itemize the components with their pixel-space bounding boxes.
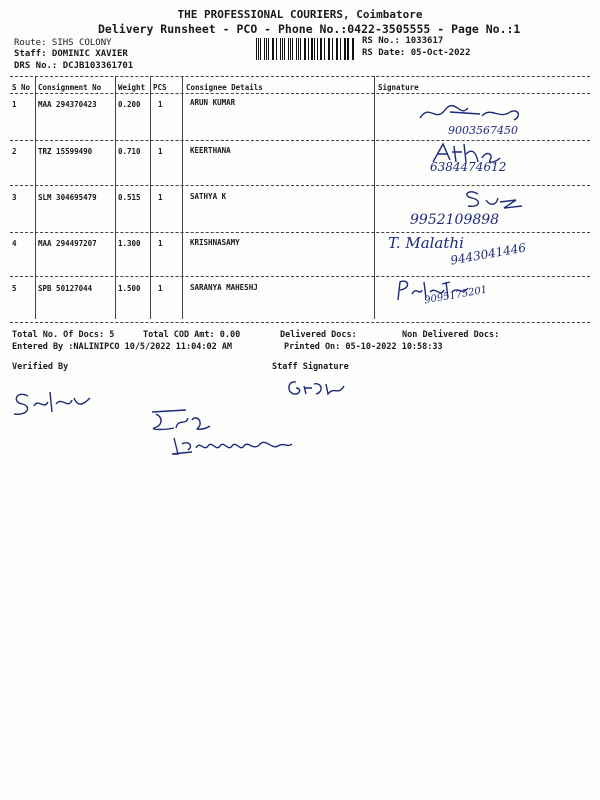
barcode-bar xyxy=(336,38,337,60)
row-pcs: 1 xyxy=(158,193,163,202)
col-header-consignment: Consignment No xyxy=(38,83,102,92)
row-consignee: KEERTHANA xyxy=(190,146,231,155)
row-pcs: 1 xyxy=(158,239,163,248)
row-weight: 1.300 xyxy=(118,239,141,248)
row-sno: 5 xyxy=(12,284,17,293)
staff-signature-label: Staff Signature xyxy=(272,362,349,372)
route-label: Route: SIHS COLONY xyxy=(14,38,112,48)
col-divider xyxy=(35,76,36,319)
row-pcs: 1 xyxy=(158,100,163,109)
row-consignee: SATHYA K xyxy=(190,192,227,201)
barcode-bar xyxy=(353,38,354,60)
barcode-bar xyxy=(280,38,281,60)
row-pcs: 1 xyxy=(158,147,163,156)
row-weight: 0.200 xyxy=(118,100,141,109)
rs-date: RS Date: 05-Oct-2022 xyxy=(362,48,471,58)
table-top-rule xyxy=(10,76,590,77)
barcode-bar xyxy=(321,38,322,60)
handwritten-phone: 6384474612 xyxy=(430,160,507,174)
row-consignment: MAA 294497207 xyxy=(38,239,97,248)
handwritten-phone: 9003567450 xyxy=(448,124,518,137)
drs-number: DRS No.: DCJB103361701 xyxy=(14,61,134,71)
barcode-bar xyxy=(311,38,312,60)
barcode-bar xyxy=(329,38,330,60)
delivered-docs: Delivered Docs: xyxy=(280,330,357,340)
staff-signature-scribble xyxy=(284,376,354,398)
printed-on: Printed On: 05-10-2022 10:58:33 xyxy=(284,342,443,352)
company-title: THE PROFESSIONAL COURIERS, Coimbatore xyxy=(177,8,423,21)
verified-by-label: Verified By xyxy=(12,362,69,372)
row-consignee: KRISHNASAMY xyxy=(190,238,240,247)
row-sno: 1 xyxy=(12,100,17,109)
barcode-bar xyxy=(268,38,269,60)
row-consignment: SLM 304695479 xyxy=(38,193,97,202)
col-divider xyxy=(182,76,183,319)
verified-signature xyxy=(8,386,98,420)
barcode-bar xyxy=(292,38,293,60)
col-divider xyxy=(150,76,151,319)
row-weight: 1.500 xyxy=(118,284,141,293)
entered-by: Entered By :NALINIPCO 10/5/2022 11:04:02 AM xyxy=(12,342,233,352)
signature-scribble-3 xyxy=(460,186,540,210)
handwritten-phone: 9095175201 xyxy=(423,284,489,307)
barcode-bar xyxy=(276,38,277,60)
barcode-bar xyxy=(305,38,306,60)
barcode-bar xyxy=(347,38,348,60)
table-bottom-rule xyxy=(10,322,590,323)
total-cod: Total COD Amt: 0.00 xyxy=(143,330,241,340)
staff-label: Staff: DOMINIC XAVIER xyxy=(14,49,128,59)
header-rule xyxy=(10,93,590,94)
row-consignment: SPB 50127044 xyxy=(38,284,93,293)
row-consignment: TRZ 15599490 xyxy=(38,147,93,156)
barcode-bar xyxy=(264,38,265,60)
row-weight: 0.515 xyxy=(118,193,141,202)
row-pcs: 1 xyxy=(158,284,163,293)
row-rule xyxy=(10,232,590,233)
row-weight: 0.710 xyxy=(118,147,141,156)
col-header-weight: Weight xyxy=(118,83,146,92)
row-consignee: SARANYA MAHESHJ xyxy=(190,283,258,292)
barcode-bar xyxy=(314,38,315,60)
col-header-sno: S No xyxy=(12,83,31,92)
col-header-consignee: Consignee Details xyxy=(186,83,263,92)
col-header-pcs: PCS xyxy=(153,83,167,92)
row-sno: 3 xyxy=(12,193,17,202)
barcode-image xyxy=(256,38,356,60)
handwritten-phone: 9952109898 xyxy=(410,212,500,228)
row-consignment: MAA 294370423 xyxy=(38,100,97,109)
initials-signature xyxy=(146,408,216,434)
signature-scribble-1 xyxy=(410,98,530,126)
runsheet-subtitle: Delivery Runsheet - PCO - Phone No.:0422-3505555 - Page No.:1 xyxy=(98,22,521,36)
name-signature xyxy=(168,432,298,460)
col-divider xyxy=(115,76,116,319)
barcode-bar xyxy=(288,38,289,60)
row-sno: 2 xyxy=(12,147,17,156)
row-rule xyxy=(10,276,590,277)
col-header-signature: Signature xyxy=(378,83,419,92)
barcode-bar xyxy=(340,38,341,60)
total-docs: Total No. Of Docs: 5 xyxy=(12,330,115,340)
col-divider xyxy=(374,76,375,319)
rs-number: RS No.: 1033617 xyxy=(362,36,444,46)
handwritten-phone: 9443041446 xyxy=(449,240,527,268)
barcode-bar xyxy=(298,38,299,60)
non-delivered-docs: Non Delivered Docs: xyxy=(402,330,500,340)
handwritten-name: T. Malathi xyxy=(388,234,464,252)
row-consignee: ARUN KUMAR xyxy=(190,98,236,107)
barcode-bar xyxy=(256,38,257,60)
row-sno: 4 xyxy=(12,239,17,248)
